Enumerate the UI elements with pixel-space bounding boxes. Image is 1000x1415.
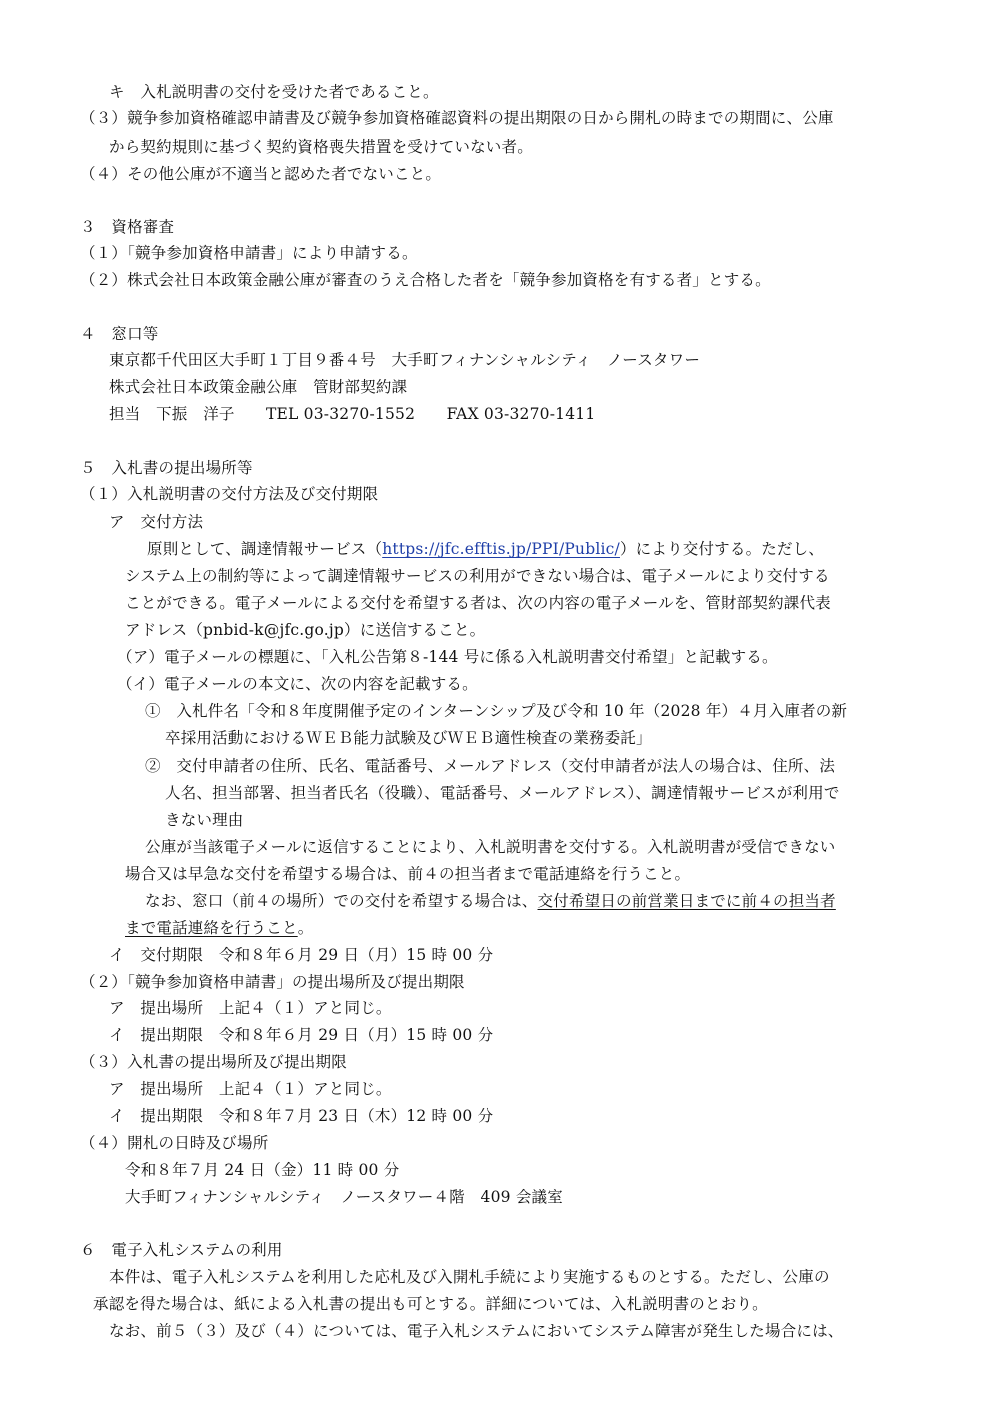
qualification-item-4: （４）その他公庫が不適当と認めた者でないこと。 (80, 165, 442, 183)
delivery-method-text-1b: ）により交付する。ただし、 (619, 540, 825, 558)
section-6-heading: ６ 電子入札システムの利用 (80, 1241, 283, 1259)
window-delivery-text-a: なお、窓口（前４の場所）での交付を希望する場合は、 (145, 892, 538, 910)
email-body-point-2: ② 交付申請者の住所、氏名、電話番号、メールアドレス（交付申請者が法人の場合は、住所、法 (145, 757, 836, 775)
window-delivery-period: 。 (297, 919, 314, 937)
window-delivery-underlined-cont: まで電話連絡を行うこと (125, 919, 298, 937)
qualification-item-3: （３）競争参加資格確認申請書及び競争参加資格確認資料の提出期限の日から開札の時までの期間に、公庫 (80, 109, 834, 127)
delivery-method-text-1 (147, 542, 824, 558)
delivery-method-text-4: アドレス（pnbid-k@jfc.go.jp）に送信すること。 (125, 621, 486, 639)
email-subject-item: （ア）電子メールの標題に、「入札公告第８-144 号に係る入札説明書交付希望」と記載する。 (117, 648, 778, 666)
reply-delivery-text: 公庫が当該電子メールに返信することにより、入札説明書を交付する。入札説明書が受信できない (145, 838, 836, 856)
qualification-item-3-cont: から契約規則に基づく契約資格喪失措置を受けていない者。 (109, 138, 533, 156)
window-delivery-text (145, 894, 836, 910)
section-5-item-3: （３）入札書の提出場所及び提出期限 (80, 1053, 347, 1071)
application-submission-deadline: イ 提出期限 令和８年６月 29 日（月）15 時 00 分 (109, 1026, 494, 1044)
section-5-item-2: （２）「競争参加資格申請書」の提出場所及び提出期限 (80, 973, 465, 991)
delivery-method-heading: ア 交付方法 (109, 513, 204, 531)
bid-submission-place: ア 提出場所 上記４（１）アと同じ。 (109, 1080, 392, 1098)
application-submission-place: ア 提出場所 上記４（１）アと同じ。 (109, 999, 392, 1017)
section-6-text-1: 本件は、電子入札システムを利用した応札及び入開札手続により実施するものとする。ただし、公庫の (109, 1268, 830, 1286)
section-5-item-4: （４）開札の日時及び場所 (80, 1134, 269, 1152)
email-body-point-2-cont: 人名、担当部署、担当者氏名（役職）、電話番号、メールアドレス）、調達情報サービスが利用で (165, 784, 840, 802)
reply-delivery-text-cont: 場合又は早急な交付を希望する場合は、前４の担当者まで電話連絡を行うこと。 (125, 865, 691, 883)
email-body-point-1-cont: 卒採用活動におけるＷＥＢ能力試験及びＷＥＢ適性検査の業務委託」 (165, 729, 652, 747)
section-3-heading: ３ 資格審査 (80, 218, 175, 236)
bid-opening-place: 大手町フィナンシャルシティ ノースタワー４階 409 会議室 (125, 1188, 563, 1206)
delivery-method-text-1a: 原則として、調達情報サービス（ (147, 540, 383, 558)
procurement-service-link[interactable]: https://jfc.efftis.jp/PPI/Public/ (382, 540, 620, 558)
delivery-method-text-3: ことができる。電子メールによる交付を希望する者は、次の内容の電子メールを、管財部契約課代表 (125, 594, 831, 612)
section-3-item-1: （１）「競争参加資格申請書」により申請する。 (80, 244, 418, 262)
section-4-heading: ４ 窓口等 (80, 325, 159, 343)
delivery-method-text-2: システム上の制約等によって調達情報サービスの利用ができない場合は、電子メールにより交付する (125, 567, 830, 585)
delivery-deadline: イ 交付期限 令和８年６月 29 日（月）15 時 00 分 (109, 946, 494, 964)
section-3-item-2: （２）株式会社日本政策金融公庫が審査のうえ合格した者を「競争参加資格を有する者」とする。 (80, 271, 771, 289)
email-body-point-1: ① 入札件名「令和８年度開催予定のインターンシップ及び令和 10 年（2028 年）４月入庫者の新 (145, 702, 848, 720)
window-delivery-text-cont (125, 921, 313, 937)
bid-submission-deadline: イ 提出期限 令和８年７月 23 日（木）12 時 00 分 (109, 1107, 494, 1125)
contact-address: 東京都千代田区大手町１丁目９番４号 大手町フィナンシャルシティ ノースタワー (109, 351, 701, 369)
section-6-text-2: 承認を得た場合は、紙による入札書の提出も可とする。詳細については、入札説明書のとおり。 (93, 1295, 768, 1313)
section-5-heading: ５ 入札書の提出場所等 (80, 459, 253, 477)
email-body-point-2-cont2: きない理由 (165, 811, 244, 829)
section-5-item-1: （１）入札説明書の交付方法及び交付期限 (80, 485, 379, 503)
window-delivery-underlined: 交付希望日の前営業日までに前４の担当者 (537, 892, 836, 910)
section-6-text-3: なお、前５（３）及び（４）については、電子入札システムにおいてシステム障害が発生した場合には、 (109, 1322, 844, 1340)
qualification-item-ki: キ 入札説明書の交付を受けた者であること。 (109, 83, 439, 101)
bid-opening-datetime: 令和８年７月 24 日（金）11 時 00 分 (125, 1161, 400, 1179)
contact-person-phone-fax: 担当 下振 洋子 TEL 03-3270-1552 FAX 03-3270-1411 (109, 405, 596, 423)
email-body-item: （イ）電子メールの本文に、次の内容を記載する。 (117, 675, 478, 693)
contact-organization: 株式会社日本政策金融公庫 管財部契約課 (109, 378, 408, 396)
